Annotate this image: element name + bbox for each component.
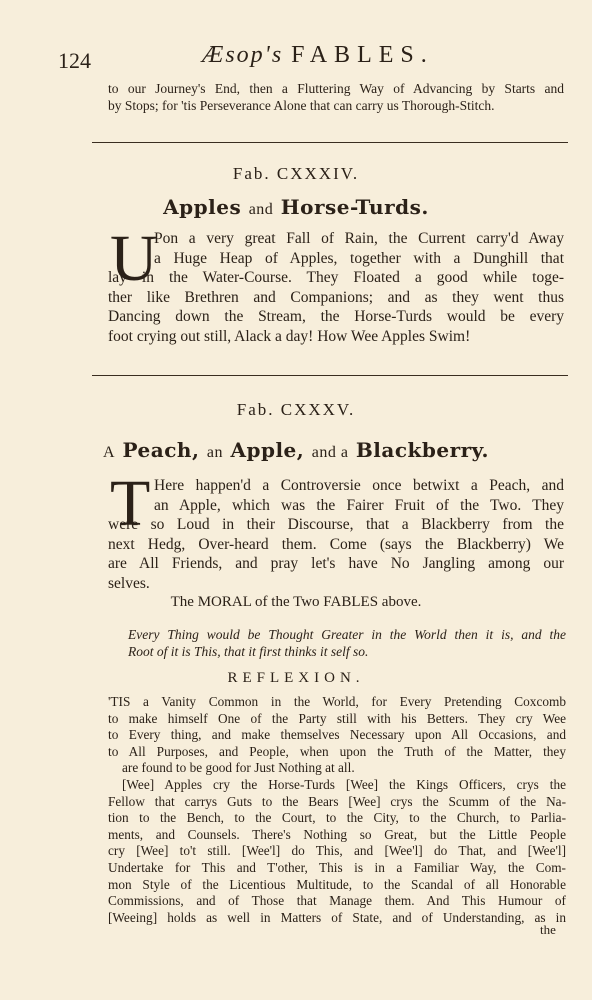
- title-word: Apples: [163, 195, 242, 219]
- text-line: mon Style of the Licentious Multitude, to the Scandal of all Honorable: [108, 876, 566, 892]
- text-line: to Every thing, and make themselves Necessary upon All Occasions, and: [108, 727, 566, 743]
- text-line: Commissions, and of Those that Manage them. And This Humour of: [108, 893, 566, 909]
- moral-line: Root of it is This, that it first thinks it self so.: [128, 644, 369, 659]
- title-word: an: [206, 444, 223, 461]
- text-line: Here happen'd a Controversie once betwixt a Peach, and: [154, 477, 564, 494]
- section-rule: [92, 375, 568, 376]
- text-line: lay in the Water-Course. They Floated a good while toge-: [108, 269, 564, 286]
- running-title: [202, 42, 434, 69]
- continuation-text: [108, 80, 564, 114]
- reflexion-heading: REFLEXION.: [227, 670, 365, 686]
- text-line: to All Purposes, and People, when upon the Truth of the Matter, they: [108, 743, 566, 759]
- text-line: 'TIS a Vanity Common in the World, for Every Pretending Coxcomb: [108, 694, 566, 709]
- text-line: Undertake for This and T'other, This is in a Familiar Way, the Com-: [108, 859, 566, 875]
- title-word: and a: [311, 444, 349, 461]
- title-word: Blackberry.: [355, 438, 489, 462]
- text-line: selves.: [108, 574, 150, 592]
- text-line: foot crying out still, Alack a day! How Wee Apples Swim!: [108, 327, 471, 345]
- title-word: and: [248, 201, 274, 218]
- drop-cap: T: [110, 467, 151, 540]
- text-line: [Wee] Apples cry the Horse-Turds [Wee] the Kings Officers, crys the: [122, 776, 566, 792]
- continuation-line: by Stops; for 'tis Perseverance Alone that can carry us Thorough-Stitch.: [108, 98, 495, 113]
- text-line: were so Loud in their Discourse, that a Blackberry from the: [108, 516, 564, 533]
- text-line: Pon a very great Fall of Rain, the Current carry'd Away: [154, 230, 564, 247]
- fable-number: Fab. CXXXV.: [236, 400, 356, 419]
- section-rule: [92, 142, 568, 143]
- text-line: are All Friends, and pray let's have No Jangling among our: [108, 555, 564, 572]
- fable-body: [108, 229, 564, 346]
- text-line: [Weeing] holds as well in Matters of State, and of Understanding, as in: [108, 909, 566, 925]
- text-line: next Hedg, Over-heard them. Come (says the Blackberry) We: [108, 535, 564, 553]
- continuation-line: to our Journey's End, then a Fluttering Way of Advancing by Starts and: [108, 81, 564, 96]
- text-line: ther like Brethren and Companions; and as they went thus: [108, 288, 564, 306]
- text-line: to make himself One of the Party still with his Betters. They cry Wee: [108, 710, 566, 726]
- drop-cap: U: [110, 222, 158, 295]
- reflexion-body: [108, 694, 566, 926]
- page-number: 124: [58, 48, 91, 73]
- text-line: a Huge Heap of Apples, together with a Dunghill that: [154, 249, 564, 267]
- running-title-prefix: Æsop's: [202, 42, 284, 68]
- running-title-caps: FABLES.: [291, 42, 434, 68]
- title-word: Apple,: [230, 438, 305, 462]
- moral-text: [128, 626, 566, 660]
- title-word: Horse-Turds.: [280, 195, 429, 219]
- catchword: the: [540, 922, 556, 937]
- title-word: Peach,: [122, 438, 200, 462]
- moral-heading: The MORAL of the Two FABLES above.: [170, 594, 422, 610]
- moral-line: Every Thing would be Thought Greater in the World then it is, and the: [128, 627, 566, 642]
- fable-number: Fab. CXXXIV.: [232, 164, 360, 183]
- fable-title: [0, 195, 592, 219]
- fable-title: [0, 438, 592, 462]
- fable-body: [108, 476, 564, 593]
- title-word: A: [103, 444, 116, 461]
- text-line: ments, and Counsels. There's Nothing so Great, but the Little People: [108, 826, 566, 842]
- text-line: cry [Wee] to't still. [Wee'l] do This, and [Wee'l] do That, and [Wee'l]: [108, 843, 566, 859]
- text-line: an Apple, which was the Fairer Fruit of the Two. They: [154, 496, 564, 514]
- text-line: Fellow that carrys Guts to the Bears [Wee] crys the Scumm of the Na-: [108, 793, 566, 809]
- text-line: Dancing down the Stream, the Horse-Turds would be every: [108, 308, 564, 325]
- text-line: tion to the Bench, to the Court, to the City, to the Church, to Parlia-: [108, 810, 566, 826]
- text-line: are found to be good for Just Nothing at all.: [122, 760, 355, 776]
